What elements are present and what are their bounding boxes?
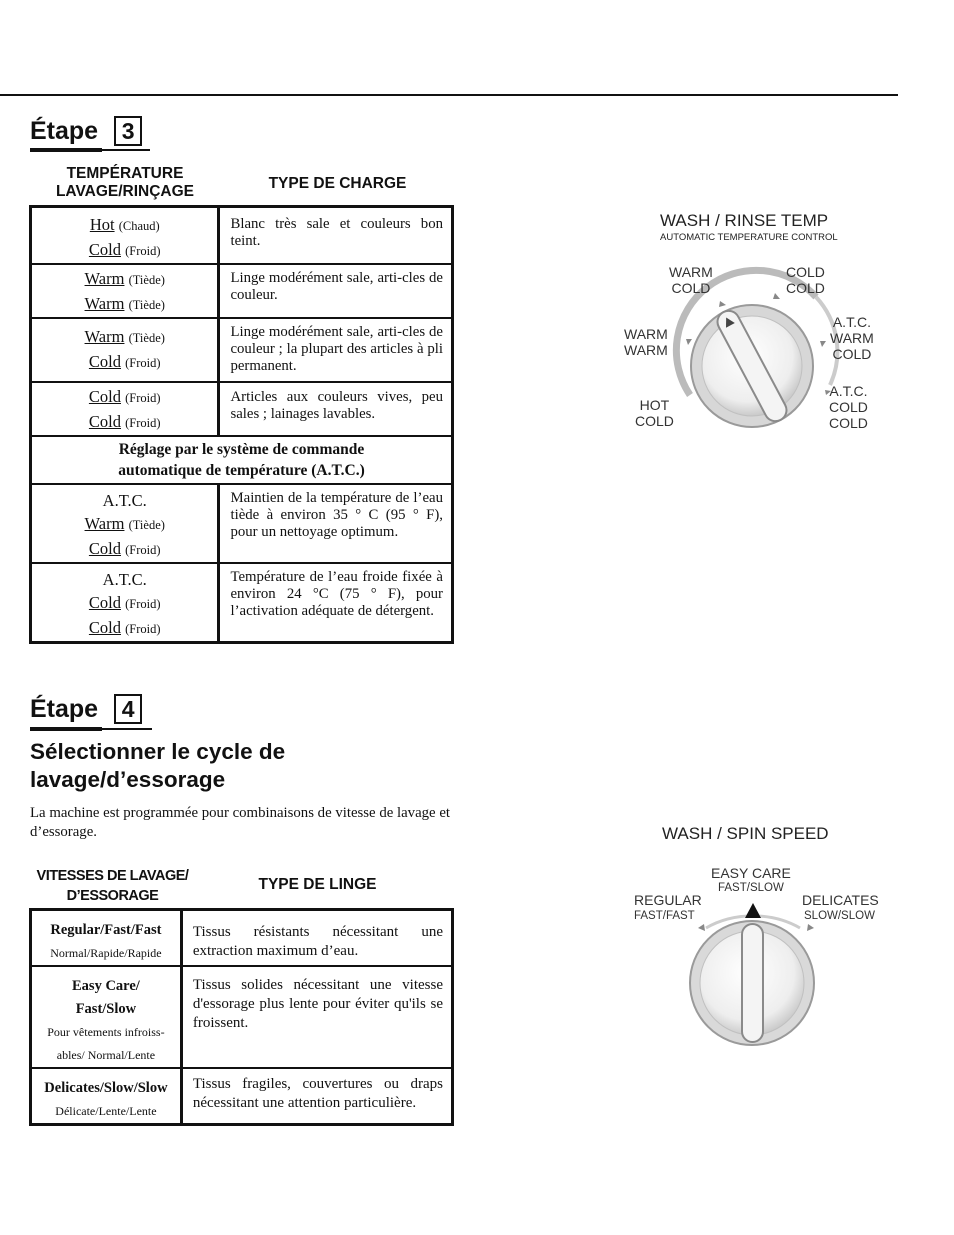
load-type-cell: Linge modérément sale, arti-cles de couleur ; la plupart des articles à pli permanent. [219,318,453,382]
rinse-temp-fr: (Froid) [125,356,161,370]
rinse-temp-fr: (Froid) [125,622,161,636]
step4-col-speeds: VITESSES DE LAVAGE/ D’ESSORAGE [36,868,189,904]
wash-temp: Cold [88,387,121,406]
step4-number: 4 [114,694,142,724]
table-row [31,563,453,643]
rinse-temp: Cold [88,618,121,637]
table-row [31,484,453,563]
fabric-type-cell: Tissus fragiles, couvertures ou draps nécessitant une attention particulière. [181,1068,452,1125]
load-type-cell: Blanc très sale et couleurs bon teint. [219,207,453,265]
temp-cell [31,563,219,643]
rinse-temp-fr: (Froid) [125,244,161,258]
cycle-sub: Normal/Rapide/Rapide [50,946,162,960]
table-row [31,207,453,265]
step4-intro: La machine est programmée pour combinaisons de vitesse de lavage et d’essorage. [30,805,450,840]
temp-cell [31,484,219,563]
load-type-cell: Température de l’eau froide fixée à environ 24 °C (75 ° F), pour l’activation adéquate de détergent. [219,563,453,643]
load-type-cell: Maintien de la température de l’eau tiède à environ 35 ° C (95 ° F), pour un nettoyage optimum. [219,484,453,563]
rinse-temp: Cold [88,539,121,558]
fabric-type-cell: Tissus résistants nécessitant une extraction maximum d’eau. [181,910,452,967]
cycle-name: Easy Care/ Fast/Slow [72,978,140,1017]
dial1-label-warm-cold: WARM COLD [669,264,713,296]
wash-temp-fr: (Tiède) [128,273,165,287]
temp-cell [31,318,219,382]
indicator-arrow [745,903,761,918]
wash-temp: Cold [88,593,121,612]
rinse-temp-fr: (Tiède) [128,298,165,312]
wash-temp-fr: (Tiède) [128,518,165,532]
step4-underline-thin [102,728,152,730]
rinse-temp: Cold [88,240,121,259]
rinse-temp: Warm [84,294,125,313]
atc-band [31,436,453,484]
dial2-label-regular-sub: FAST/FAST [634,910,695,922]
dial1-label-atc-warm-cold: A.T.C. WARM COLD [830,314,874,362]
dial1-subtitle: AUTOMATIC TEMPERATURE CONTROL [660,232,838,243]
dial2-label-easy-care: EASY CARE [711,865,791,881]
step4-heading-text: Étape [30,694,99,723]
temperature-table [29,205,454,644]
cycle-name: Regular/Fast/Fast [50,922,162,938]
temp-cell [31,264,219,318]
wash-rinse-temp-dial [620,205,890,445]
wash-temp-fr: (Froid) [125,597,161,611]
wash-temp-fr: (Chaud) [118,219,160,233]
top-rule [0,94,898,96]
dial2-graphic [628,820,888,1050]
table-row [31,382,453,436]
step3-col-temperature: TEMPÉRATURE LAVAGE/RINÇAGE [55,165,195,200]
temp-cell [31,207,219,265]
cycle-sub: Pour vêtements infroiss-ables/ Normal/Lente [47,1025,165,1062]
dial2-label-delicates: DELICATES [802,892,879,908]
wash-spin-speed-dial [628,820,888,1050]
atc-band-text: Réglage par le système de commande automatique de température (A.T.C.) [118,441,365,479]
step4-heading [30,694,142,724]
rinse-temp: Cold [88,352,121,371]
dial2-label-regular: REGULAR [634,892,702,908]
step3-underline [30,148,102,152]
cycle-cell [31,910,182,967]
step4-col-type: TYPE DE LINGE [258,876,377,893]
wash-temp-fr: (Tiède) [128,331,165,345]
dial1-label-warm-warm: WARM WARM [624,326,668,358]
step4-title: Sélectionner le cycle de lavage/d’essorage [30,739,286,792]
load-type-cell: Linge modérément sale, arti-cles de couleur. [219,264,453,318]
step4-underline [30,727,102,731]
table-row [31,264,453,318]
cycle-sub: Délicate/Lente/Lente [55,1104,157,1118]
atc-label: A.T.C. [102,570,147,589]
dial2-label-delicates-sub: SLOW/SLOW [804,910,875,922]
temp-cell [31,382,219,436]
load-type-cell: Articles aux couleurs vives, peu sales ; lainages lavables. [219,382,453,436]
step3-underline-thin [102,149,150,151]
fabric-type-cell: Tissus solides nécessitant une vitesse d'essorage plus lente pour éviter qu'ils se froissent. [181,966,452,1068]
dial2-title: WASH / SPIN SPEED [662,824,829,843]
table-row [31,910,453,967]
wash-temp-fr: (Froid) [125,391,161,405]
dial2-label-easy-care-sub: FAST/SLOW [718,882,784,894]
dial1-label-cold-cold: COLD COLD [786,264,825,296]
cycle-table [29,908,454,1126]
rinse-temp-fr: (Froid) [125,416,161,430]
wash-temp: Hot [89,215,115,234]
dial1-title: WASH / RINSE TEMP [660,211,829,230]
step3-number: 3 [114,116,142,146]
rinse-temp-fr: (Froid) [125,543,161,557]
cycle-cell [31,966,182,1068]
wash-temp: Warm [84,514,125,533]
cycle-name: Delicates/Slow/Slow [44,1080,168,1096]
wash-temp: Warm [84,327,125,346]
table-row [31,966,453,1068]
rinse-temp: Cold [88,412,121,431]
step3-heading [30,116,142,146]
table-row [31,1068,453,1125]
wash-temp: Warm [84,269,125,288]
dial1-label-hot-cold: HOT COLD [635,397,674,429]
dial1-label-atc-cold-cold: A.T.C. COLD COLD [829,383,868,431]
cycle-cell [31,1068,182,1125]
atc-label: A.T.C. [102,491,147,510]
table-row [31,436,453,484]
step3-heading-text: Étape [30,116,99,145]
step3-col-type: TYPE DE CHARGE [268,175,407,192]
table-row [31,318,453,382]
